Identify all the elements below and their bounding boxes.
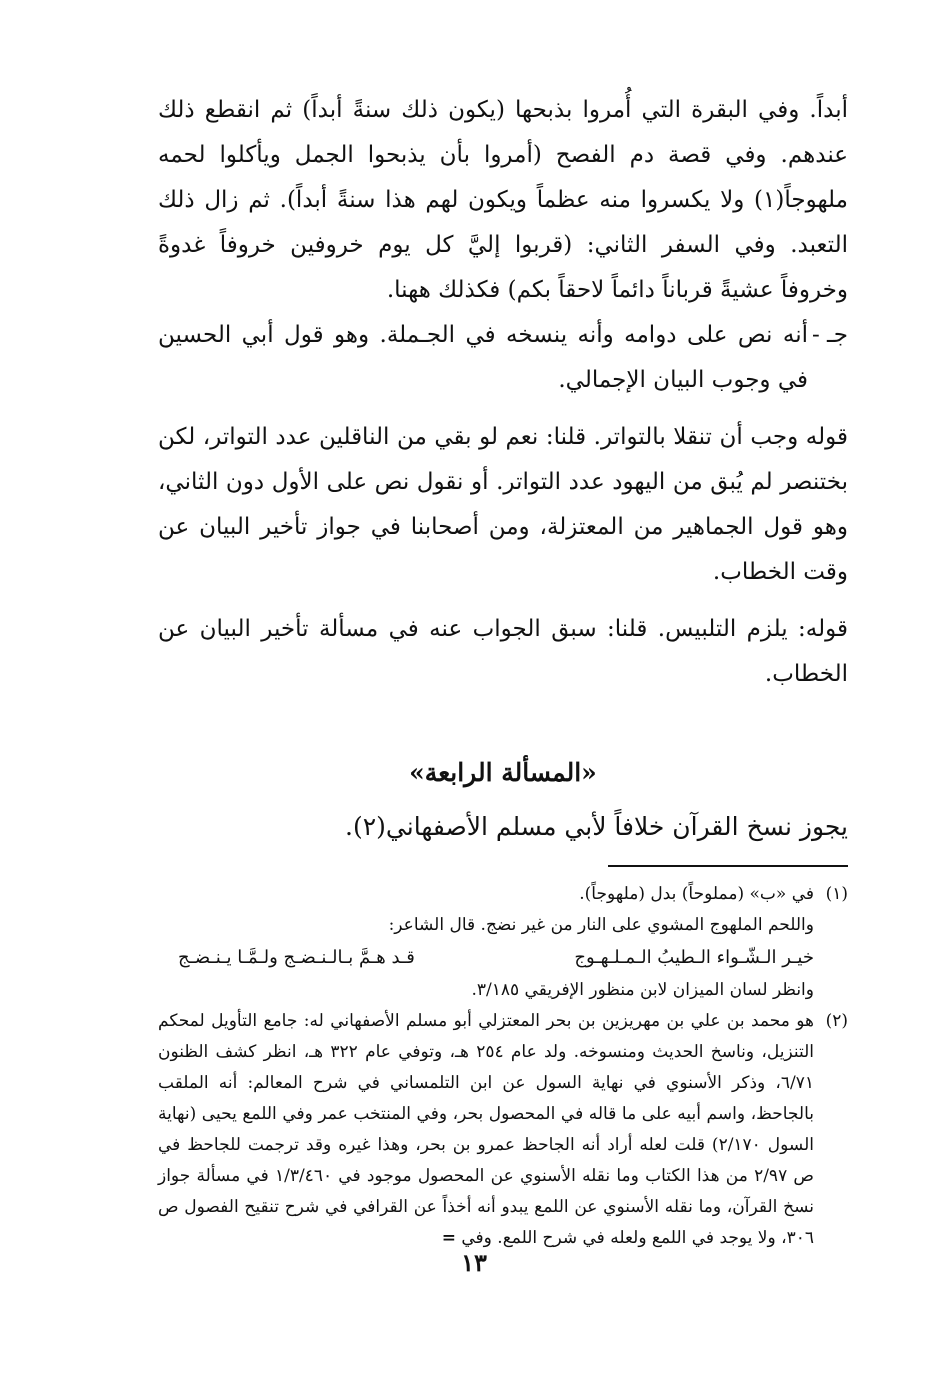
paragraph-1: أبداً. وفي البقرة التي أُمروا بذبحها (يكون ذلك سنةً أبداً) ثم انقطع ذلك عندهم. وفي قصة دم الفصح (أمروا بأن يذبحوا الجمل ويأكلوا لحمه ملهوجاً(١) ولا يكسروا منه عظماً ويكون لهم هذا سنةً أبداً). ثم زال ذلك التعبد. وفي السفر الثاني: (قربوا إليَّ كل يوم خروفين خروفاً غدوةً وخروفاً عشيةً قرباناً دائماً لاحقاً بكم) فكذلك ههنا. — [158, 97, 848, 303]
continuation-mark: = — [441, 1228, 456, 1248]
footnote-2-body: هو محمد بن علي بن مهريزين بن بحر المعتزلي أبو مسلم الأصفهاني له: جامع التأويل لمحكم التنزيل، وناسخ الحديث ومنسوخه. ولد عام ٢٥٤ هـ، وتوفي عام ٣٢٢ هـ، انظر كشف الظنون ٦/٧١، وذكر الأسنوي في نهاية السول عن ابن التلمساني في شرح المعالم: أنه الملقب بالجاحظ، واسم أبيه على ما قاله في المحصول بحر، وفي المنتخب عمر وفي اللمع يحيى (نهاية السول ٢/١٧٠) قلت لعله أراد أنه الجاحظ عمرو بن بحر، وهذا غيره وقد ترجمت للجاحظ في ص ٢/٩٧ من هذا الكتاب وما نقله الأسنوي عن المحصول موجود في ١/٣/٤٦٠ في مسألة جواز نسخ القرآن، وما نقله الأسنوي عن اللمع يبدو أنه أخذاً عن القرافي في شرح تنقيح الفصول ص ٣٠٦، ولا يوجد في اللمع ولعله في شرح اللمع. وفي — [158, 1011, 815, 1248]
paragraph-3: قوله: يلزم التلبيس. قلنا: سبق الجواب عنه في مسألة تأخير البيان عن الخطاب. — [158, 616, 848, 687]
footnote-2-marker: (٢) — [825, 1011, 848, 1031]
footnote-2 — [158, 1006, 848, 1254]
list-marker-c: جـ - — [811, 322, 848, 348]
footnote-2-text — [158, 1006, 814, 1254]
page-number: ١٣ — [461, 1248, 487, 1277]
footnote-divider — [608, 865, 848, 867]
footnote-1-line-1: في «ب» (مملوحاً) بدل (ملهوجاً). — [579, 884, 814, 904]
page-content — [158, 88, 848, 1254]
section-heading: «المسألة الرابعة» — [409, 758, 597, 787]
verse-first-hemistich: خيـر الـشّـواء الـطيبُ الـمـلـهـوج — [574, 947, 814, 968]
list-item-c-text: أنه نص على دوامه وأنه ينسخه في الجـملة. وهو قول أبي الحسين في وجوب البيان الإجمالي. — [158, 322, 808, 393]
list-item-c — [158, 313, 848, 403]
footnote-1-marker: (١) — [825, 884, 848, 904]
poetry-verse — [158, 941, 814, 975]
footnote-1-line-2: واللحم الملهوج المشوي على النار من غير نضج. قال الشاعر: — [388, 915, 814, 935]
paragraph-2: قوله وجب أن تنقلا بالتواتر. قلنا: نعم لو بقي من الناقلين عدد التواتر، لكن بختنصر لم يُبق من اليهود عدد التواتر. أو نقول نص على الأول دون الثاني، وهو قول الجماهير من المعتزلة، ومن أصحابنا في جواز تأخير البيان عن وقت الخطاب. — [158, 424, 848, 585]
ruling-text: يجوز نسخ القرآن خلافاً لأبي مسلم الأصفهاني(٢). — [345, 812, 848, 841]
footnote-1-line-3: وانظر لسان الميزان لابن منظور الإفريقي ٣/١٨٥. — [471, 980, 814, 1000]
verse-second-hemistich: قـد هـمَّ بـالـنـضـج ولـمَّـا يـنـضـج — [178, 947, 415, 968]
footnote-1 — [158, 879, 848, 1006]
